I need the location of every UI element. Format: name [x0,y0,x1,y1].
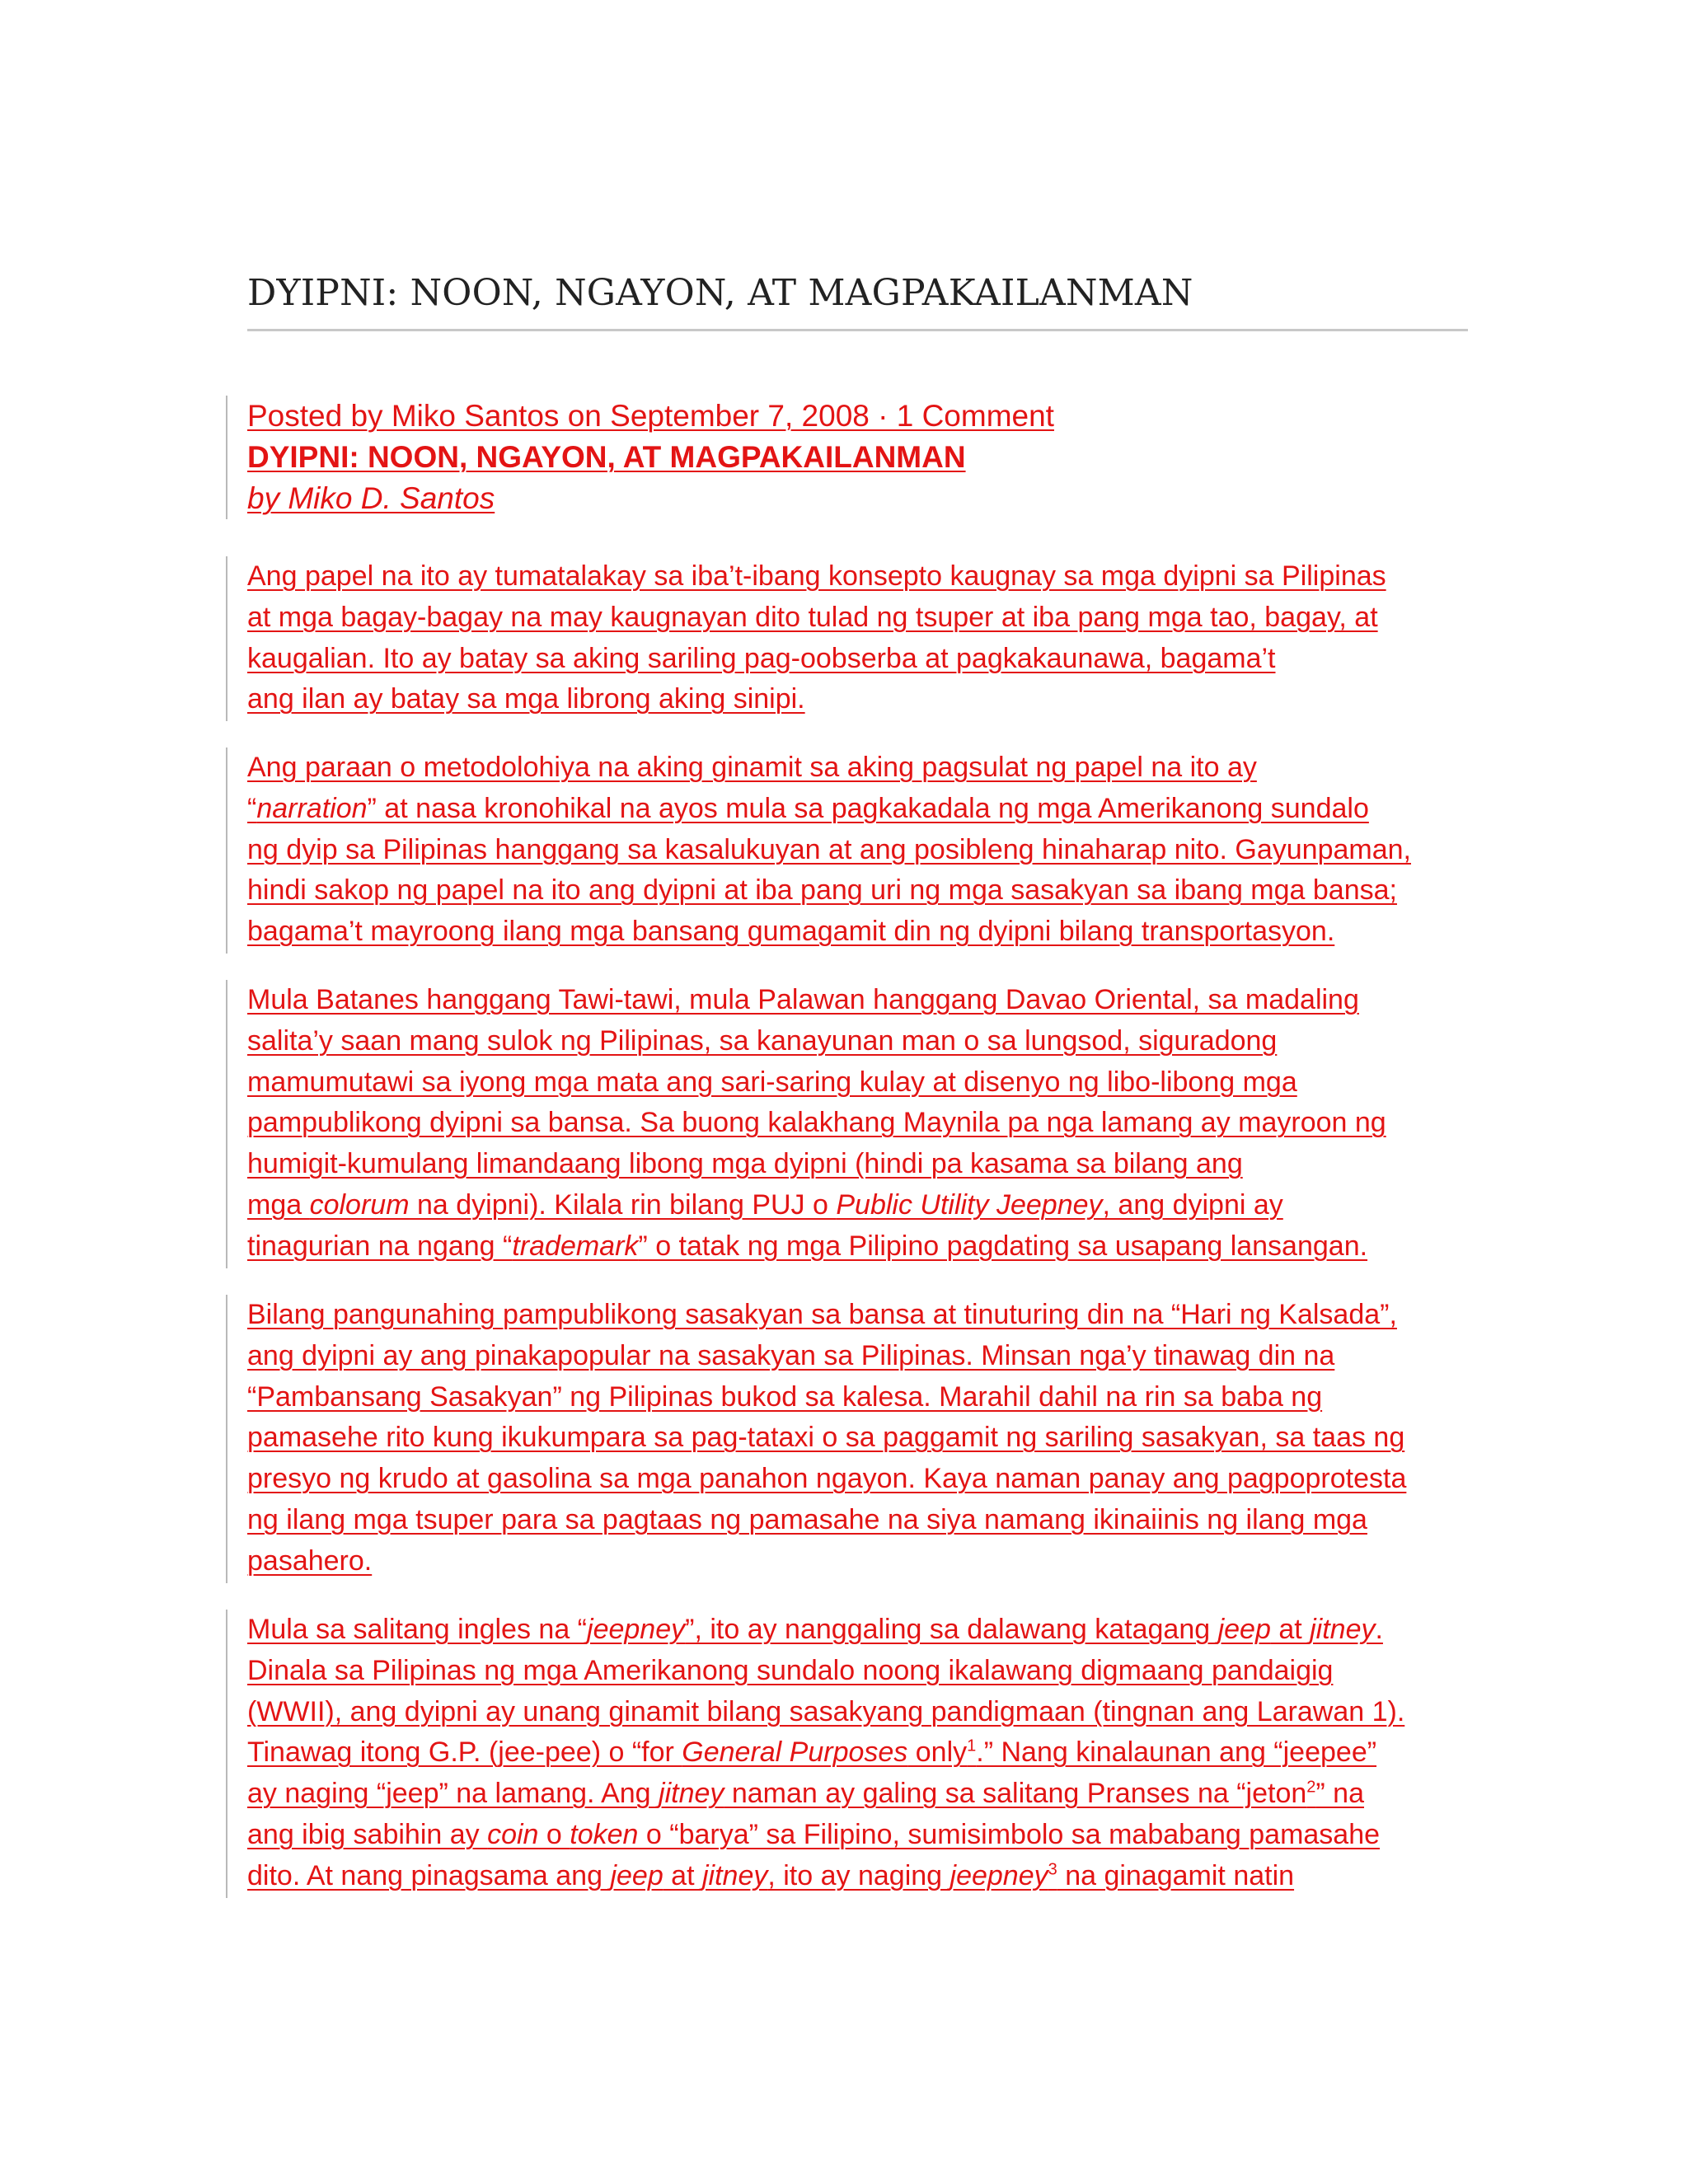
post-header [226,396,1495,519]
post-byline-link[interactable]: by Miko D. Santos [247,481,495,515]
paragraph-5 [226,1610,1495,1898]
text-segment: . [1375,1614,1383,1645]
italic-term: coin [487,1818,539,1850]
paragraph-line[interactable]: Ang paraan o metodolohiya na aking ginamit sa aking pagsulat ng papel na ito ay [247,752,1257,783]
paragraph-line[interactable] [247,1610,1495,1651]
paragraph-line[interactable]: (WWII), ang dyipni ay unang ginamit bilang sasakyang pandigmaan (tingnan ang Larawan 1). [247,1695,1405,1727]
post-headline-link[interactable]: DYIPNI: NOON, NGAYON, AT MAGPAKAILANMAN [247,440,966,474]
page-title: DYIPNI: NOON, NGAYON, AT MAGPAKAILANMAN [247,272,1193,314]
paragraph-line[interactable]: ang ilan ay batay sa mga librong aking sinipi. [247,683,805,715]
text-segment: ” at nasa kronohikal na ayos mula sa pagkakadala ng mga Amerikanong sundalo [367,792,1369,824]
paragraph-line[interactable]: Mula Batanes hanggang Tawi-tawi, mula Palawan hanggang Davao Oriental, sa madaling [247,984,1359,1015]
paragraph-line[interactable]: presyo ng krudo at gasolina sa mga panahon ngayon. Kaya naman panay ang pagpoprotesta [247,1463,1407,1495]
italic-term: jitney [659,1778,724,1810]
text-segment: naman ay galing sa salitang Pranses na “jeton [724,1778,1307,1810]
text-segment: “ [247,792,257,824]
paragraph-1 [226,556,1495,721]
paragraph-line[interactable]: Bilang pangunahing pampublikong sasakyan sa bansa at tinuturing din na “Hari ng Kalsada”, [247,1299,1397,1330]
paragraph-line[interactable] [247,1226,1495,1268]
footnote-ref[interactable]: 3 [1048,1860,1057,1879]
italic-term: jitney [1310,1614,1376,1645]
italic-term: jeep [1217,1614,1271,1645]
paragraph-line[interactable] [247,789,1495,830]
paragraph-line[interactable]: mamumutawi sa iyong mga mata ang sari-saring kulay at disenyo ng libo-libong mga [247,1066,1297,1098]
text-segment: Tinawag itong G.P. (jee-pee) o “for [247,1736,682,1769]
text-segment: at [663,1859,702,1891]
paragraph-line[interactable]: pampublikong dyipni sa bansa. Sa buong kalakhang Maynila pa nga lamang ay mayroon ng [247,1107,1386,1139]
text-segment: .” Nang kinalaunan ang “jeepee” [976,1736,1377,1769]
paragraph-line[interactable]: bagama’t mayroong ilang mga bansang gumagamit din ng dyipni bilang transportasyon. [247,916,1335,948]
paragraph-line[interactable]: “Pambansang Sasakyan” ng Pilipinas bukod sa kalesa. Marahil dahil na rin sa baba ng [247,1380,1323,1413]
text-segment: na ginagamit natin [1057,1859,1295,1891]
paragraph-line[interactable]: ng ilang mga tsuper para sa pagtaas ng pamasahe na siya namang ikinaiinis ng ilang mga [247,1503,1367,1535]
paragraph-line[interactable]: pamasehe rito kung ikukumpara sa pag-tataxi o sa paggamit ng sariling sasakyan, sa taas ng [247,1422,1405,1454]
text-segment: ang ibig sabihin ay [247,1818,488,1850]
paragraph-line[interactable]: ang dyipni ay ang pinakapopular na sasakyan sa Pilipinas. Minsan nga’y tinawag din na [247,1339,1335,1371]
italic-term: jeep [610,1859,663,1891]
title-divider [247,329,1468,331]
post-meta-link[interactable]: Posted by Miko Santos on September 7, 2008 · 1 Comment [247,399,1054,433]
italic-term: narration [256,792,368,824]
paragraph-line[interactable]: humigit-kumulang limandaang libong mga dyipni (hindi pa kasama sa bilang ang [247,1148,1243,1180]
paragraph-line[interactable] [247,1732,1495,1774]
paragraph-line[interactable]: kaugalian. Ito ay batay sa aking sariling pag-oobserba at pagkakaunawa, bagama’t [247,642,1276,674]
italic-term: colorum [309,1188,410,1221]
italic-term: jitney [701,1859,768,1891]
paragraph-line[interactable]: hindi sakop ng papel na ito ang dyipni at iba pang uri ng mga sasakyan sa ibang mga bansa; [247,874,1397,907]
italic-term: Public Utility Jeepney [836,1188,1103,1221]
footnote-ref[interactable]: 2 [1306,1778,1316,1797]
text-segment: dito. At nang pinagsama ang [247,1859,611,1891]
italic-term: token [570,1818,639,1850]
italic-term: jeepney [950,1859,1048,1891]
text-segment: tinagurian na ngang “ [247,1230,513,1262]
paragraph-line[interactable]: salita’y saan mang sulok ng Pilipinas, sa kanayunan man o sa lungsod, siguradong [247,1024,1278,1057]
paragraph-line[interactable]: at mga bagay-bagay na may kaugnayan dito tulad ng tsuper at iba pang mga tao, bagay, at [247,601,1378,633]
text-segment: ”, ito ay nanggaling sa dalawang katagang [685,1614,1218,1645]
paragraph-line[interactable] [247,1185,1495,1226]
paragraph-line[interactable] [247,1774,1495,1815]
italic-term: trademark [512,1230,639,1262]
paragraph-line[interactable]: Dinala sa Pilipinas ng mga Amerikanong sundalo noong ikalawang digmaang pandaigig [247,1654,1334,1686]
paragraph-4 [226,1295,1495,1583]
italic-term: jeepney [587,1614,686,1645]
text-segment: ” na [1315,1778,1364,1810]
paragraph-line[interactable]: ng dyip sa Pilipinas hanggang sa kasalukuyan at ang posibleng hinaharap nito. Gayunpaman, [247,833,1411,865]
paragraph-line[interactable] [247,1856,1495,1897]
text-segment: at [1270,1614,1311,1645]
text-segment: only [907,1736,968,1769]
text-segment: , ito ay naging [767,1859,950,1891]
text-segment: Mula sa salitang ingles na “ [247,1614,588,1645]
text-segment: , ang dyipni ay [1102,1188,1283,1221]
paragraph-line[interactable]: Ang papel na ito ay tumatalakay sa iba’t-ibang konsepto kaugnay sa mga dyipni sa Pilipinas [247,560,1386,592]
text-segment: ay naging “jeep” na lamang. Ang [247,1778,659,1810]
text-segment: o “barya” sa Filipino, sumisimbolo sa mababang pamasahe [638,1818,1381,1850]
italic-term: General Purposes [682,1736,908,1769]
text-segment: mga [247,1188,310,1221]
paragraph-line[interactable] [247,1815,1495,1856]
paragraph-line[interactable]: pasahero. [247,1544,373,1577]
text-segment: na dyipni). Kilala rin bilang PUJ o [409,1188,837,1221]
text-segment: o [538,1818,570,1850]
text-segment: ” o tatak ng mga Pilipino pagdating sa usapang lansangan. [638,1230,1368,1262]
paragraph-2 [226,748,1495,954]
paragraph-3 [226,980,1495,1268]
footnote-ref[interactable]: 1 [967,1737,977,1756]
